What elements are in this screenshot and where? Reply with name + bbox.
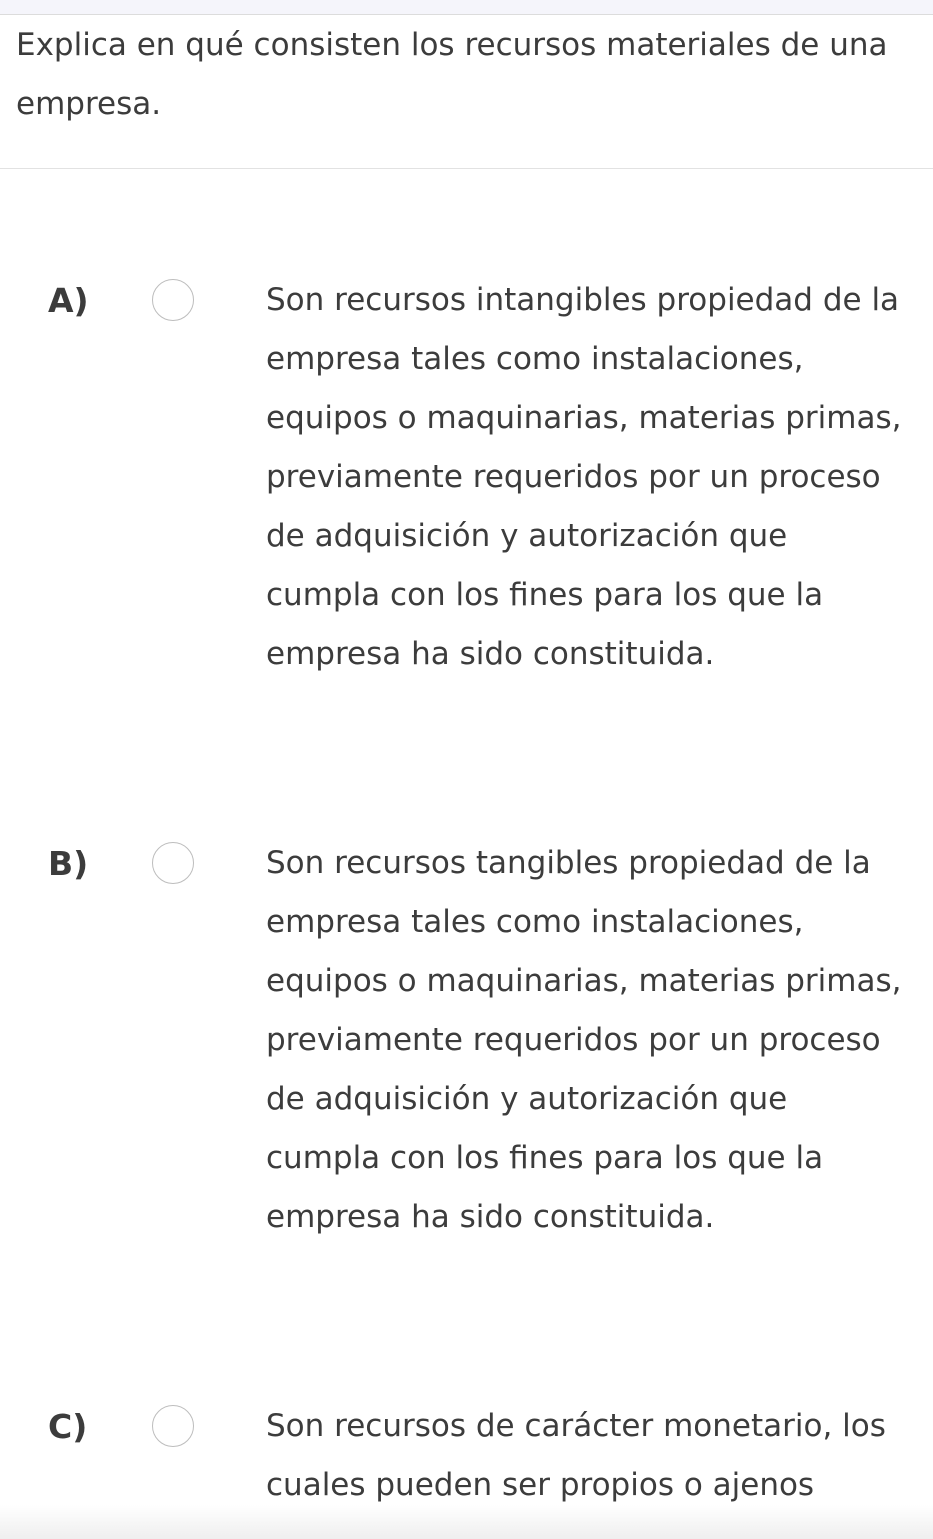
option-text: Son recursos tangibles propiedad de la empresa tales como instalaciones, equipos o maquinarias, materias primas, previamente requeridos por un proceso de adquisición y autorización que cumpla con los fines para los que la empresa ha sido constituida. <box>266 845 902 1235</box>
radio-button-b[interactable] <box>152 842 194 884</box>
top-bar <box>0 0 933 15</box>
option-letter: A) <box>48 281 89 320</box>
radio-button-c[interactable] <box>152 1405 194 1447</box>
divider <box>0 168 933 169</box>
option-text: Son recursos de carácter monetario, los cuales pueden ser propios o ajenos <box>266 1408 886 1503</box>
radio-button-a[interactable] <box>152 279 194 321</box>
option-text: Son recursos intangibles propiedad de la empresa tales como instalaciones, equipos o maquinarias, materias primas, previamente requeridos por un proceso de adquisición y autorización que cumpla con los fines para los que la empresa ha sido constituida. <box>266 282 902 672</box>
option-letter: C) <box>48 1407 88 1446</box>
bottom-fade <box>0 1505 933 1539</box>
option-letter: B) <box>48 844 89 883</box>
question-text: Explica en qué consisten los recursos materiales de una empresa. <box>16 27 888 122</box>
